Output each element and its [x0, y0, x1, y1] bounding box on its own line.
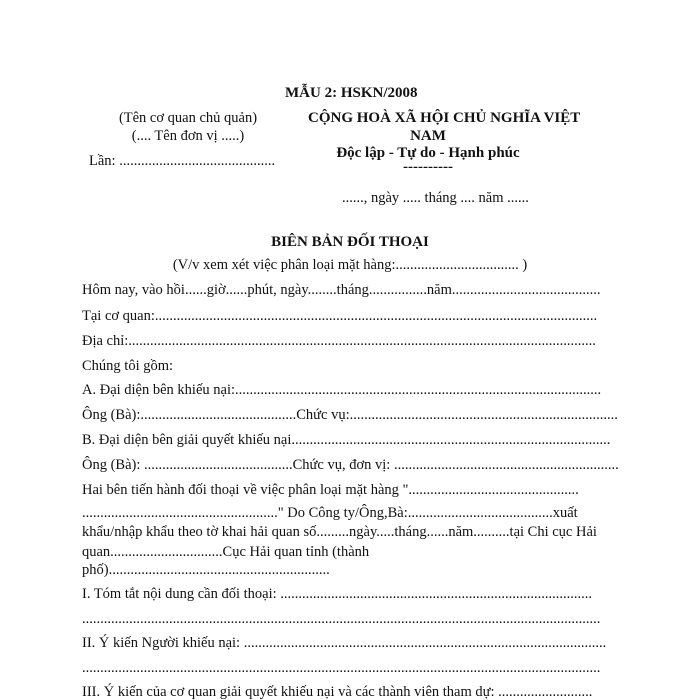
- dialogue-subject-line: Hai bên tiến hành đối thoại về việc phân loại mặt hàng "...............................................: [82, 482, 579, 498]
- resolver-rep-line: B. Đại diện bên giải quyết khiếu nại........................................................................................: [82, 432, 611, 448]
- section-1-heading: I. Tóm tắt nội dung cần đối thoại: ......................................................................................: [82, 586, 593, 602]
- section-3-heading: III. Ý kiến của cơ quan giải quyết khiếu nại và các thành viên tham dự: ..........................: [82, 684, 593, 700]
- resolver-person-line: Ông (Bà): .........................................Chức vụ, đơn vị: ..............................................................: [82, 457, 619, 473]
- participants-label: Chúng tôi gồm:: [82, 358, 174, 374]
- document-date: ......, ngày ..... tháng .... năm ......: [342, 190, 529, 206]
- parent-agency: (Tên cơ quan chủ quản): [118, 110, 258, 126]
- document-title: BIÊN BẢN ĐỐI THOẠI: [271, 234, 429, 250]
- section-1-blank: ...............................................................................................................................................: [82, 611, 601, 627]
- motto-separator: ----------: [403, 159, 453, 175]
- unit-name: (.... Tên đơn vị .....): [131, 128, 245, 144]
- address-line: Địa chỉ:.................................................................................................................................: [82, 333, 596, 349]
- times-field: Lần: ...........................................: [89, 153, 276, 169]
- country-name: CỘNG HOÀ XÃ HỘI CHỦ NGHĨA VIỆT: [308, 110, 581, 126]
- complainant-person-line: Ông (Bà):...........................................Chức vụ:..........................................................................: [82, 407, 618, 423]
- agency-line: Tại cơ quan:..........................................................................................................................: [82, 308, 598, 324]
- complainant-rep-line: A. Đại diện bên khiếu nại:.....................................................................................................: [82, 382, 602, 398]
- meeting-time-line: Hôm nay, vào hồi......giờ......phút, ngày........tháng................năm.........................................: [82, 282, 601, 298]
- declaration-line-2: khẩu/nhập khẩu theo tờ khai hải quan số.........ngày.....tháng......năm..........tại Chi cục Hải: [82, 524, 597, 540]
- section-2-blank: ...............................................................................................................................................: [82, 660, 601, 676]
- declaration-line-1: ......................................................" Do Công ty/Ông,Bà:........................................xuất: [82, 505, 578, 521]
- declaration-line-4: phố).............................................................: [82, 562, 330, 578]
- document-subtitle: (V/v xem xét việc phân loại mặt hàng:.................................. ): [172, 257, 528, 273]
- national-motto: Độc lập - Tự do - Hạnh phúc: [336, 145, 520, 161]
- declaration-line-3: quan...............................Cục Hải quan tỉnh (thành: [82, 544, 370, 560]
- country-name-cont: NAM: [410, 128, 446, 144]
- form-code: MẪU 2: HSKN/2008: [285, 85, 418, 101]
- section-2-heading: II. Ý kiến Người khiếu nại: ....................................................................................................: [82, 635, 607, 651]
